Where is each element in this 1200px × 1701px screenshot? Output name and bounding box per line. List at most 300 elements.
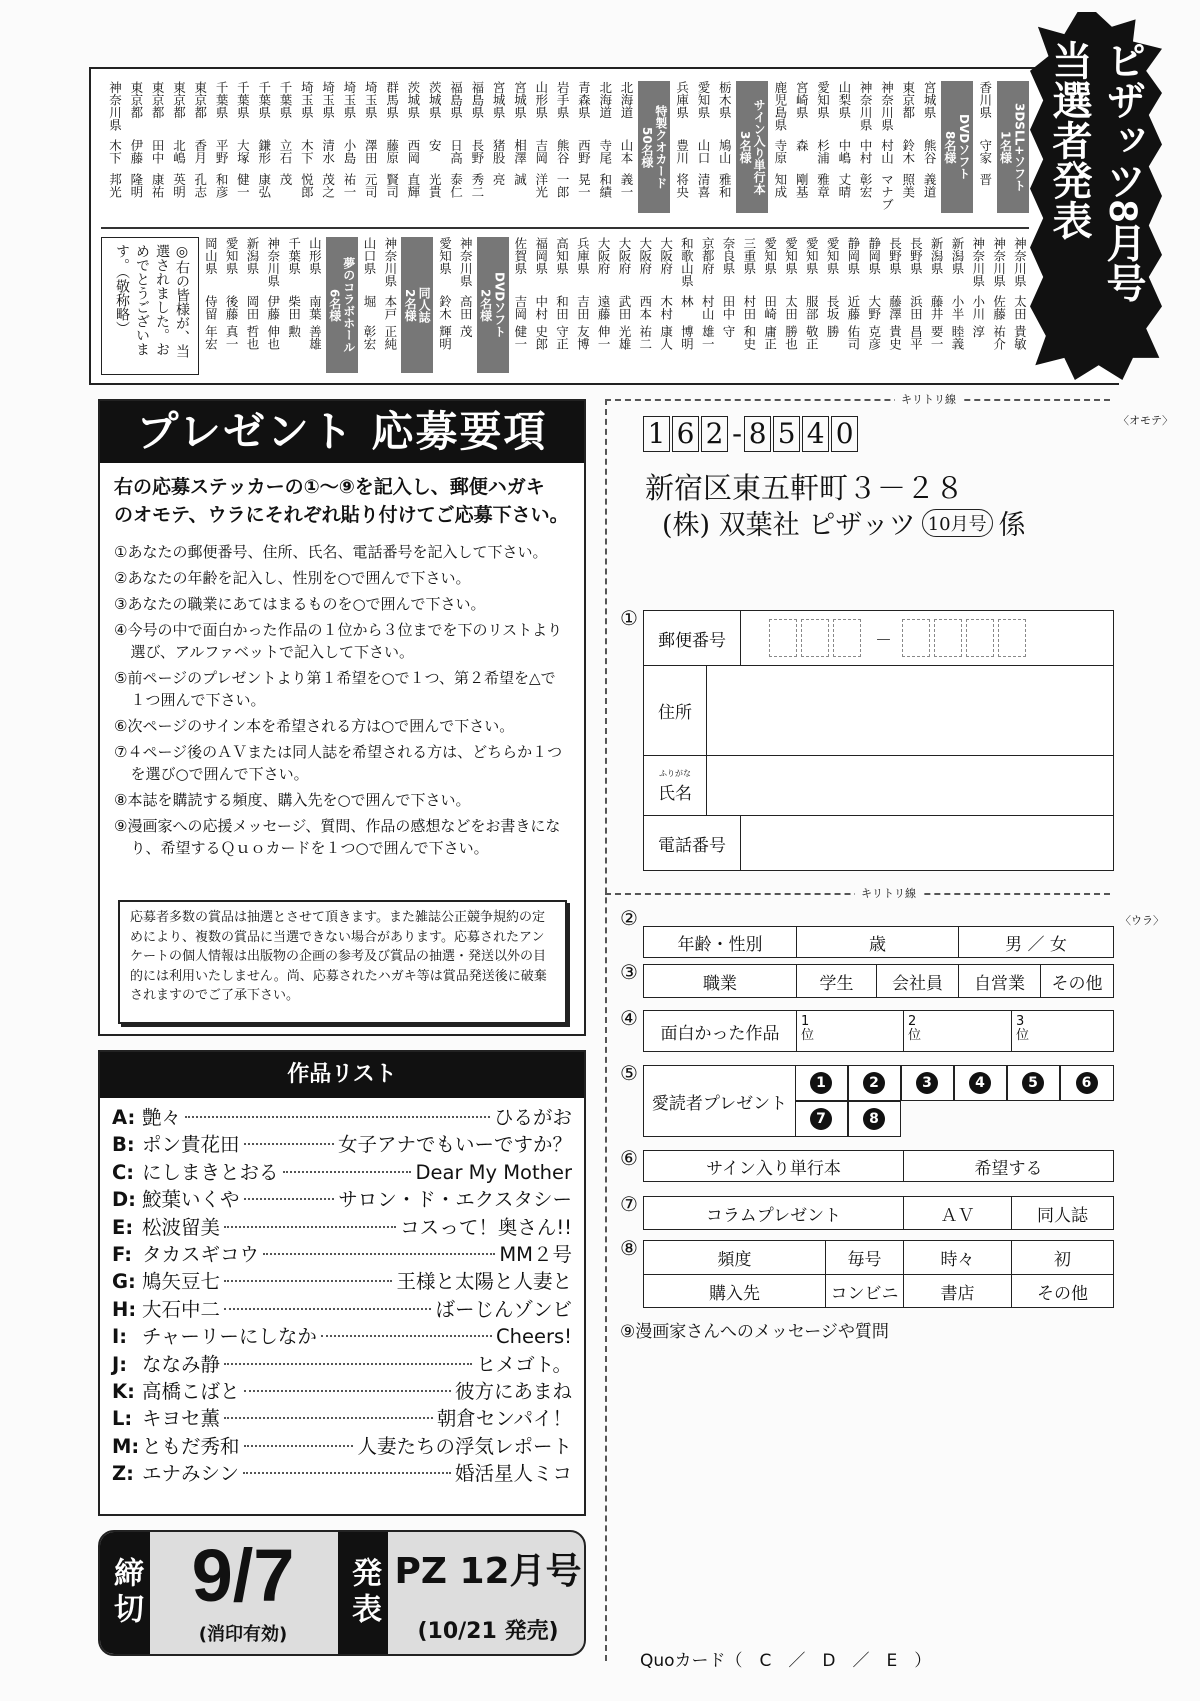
- winner-surname: 清水: [320, 139, 336, 164]
- address-suffix: 係: [998, 510, 1026, 541]
- present-option[interactable]: [1007, 1065, 1060, 1101]
- dot-leader: [224, 1308, 431, 1310]
- winner-prefecture: 千葉県: [235, 81, 251, 119]
- column-option-doujinshi[interactable]: 同人誌: [1037, 1205, 1088, 1226]
- winner-surname: 相澤: [512, 139, 528, 164]
- rules-lead-line: 右の応募ステッカーの①～⑨を記入し、郵便ハガキ: [114, 476, 545, 498]
- rules-header: プレゼント 応募要項: [100, 401, 584, 463]
- work-item: [112, 1460, 572, 1487]
- present-label: 愛読者プレゼント: [643, 1065, 796, 1137]
- rank-1-input[interactable]: 1 位: [797, 1011, 904, 1051]
- winner-given-name: 年宏: [203, 325, 219, 350]
- winner-entry: [456, 237, 475, 353]
- postal-digit: 8: [744, 416, 771, 452]
- present-option[interactable]: [901, 1065, 954, 1101]
- winner-entry: [446, 81, 465, 213]
- work-author: 鳩矢豆七: [142, 1270, 221, 1294]
- job-option[interactable]: その他: [1051, 973, 1103, 994]
- winner-given-name: 一郎: [555, 173, 571, 198]
- winners-panel: [89, 67, 1119, 385]
- winner-surname: 熊谷: [555, 139, 571, 164]
- winner-given-name: 睦義: [949, 325, 965, 350]
- winner-entry: [105, 81, 124, 213]
- winner-given-name: 正純: [382, 325, 398, 350]
- winner-surname: 太田: [783, 295, 799, 320]
- winners-title-line1: ピザッツ8月号: [1101, 40, 1145, 303]
- winner-given-name: 剛基: [794, 173, 810, 198]
- winner-prefecture: 神奈川県: [107, 81, 123, 131]
- present-option[interactable]: [954, 1065, 1007, 1101]
- winner-prefecture: 大阪府: [637, 237, 653, 275]
- winner-surname: 西岡: [405, 139, 421, 164]
- present-number-icon: 1: [810, 1072, 832, 1094]
- winner-entry: [222, 237, 241, 353]
- winner-surname: 本戸: [382, 295, 398, 320]
- winner-surname: 日高: [448, 139, 464, 164]
- sign-label: サイン入り単行本: [644, 1151, 904, 1181]
- prize-label: 夢のコラボホール 6名様: [326, 237, 358, 373]
- postal-code: [643, 416, 860, 452]
- winner-prefecture: 新潟県: [244, 237, 260, 275]
- winner-prefecture: 高知県: [554, 237, 570, 275]
- winner-given-name: 清喜: [695, 173, 711, 198]
- winner-prefecture: 三重県: [741, 237, 757, 275]
- work-title: 婚活星人ミコ: [454, 1462, 572, 1486]
- winner-prefecture: 埼玉県: [341, 81, 357, 119]
- winner-prefecture: 兵庫県: [674, 81, 690, 119]
- winner-entry: [574, 81, 593, 213]
- address-company: (株) 双葉社 ピザッツ: [662, 510, 916, 541]
- work-title: サロン・ド・エクスタシー: [338, 1188, 572, 1212]
- winner-surname: 藤澤: [887, 295, 903, 320]
- prize-label: 3DSLL+ソフト 1名様: [997, 81, 1029, 213]
- winner-surname: 豊川: [674, 139, 690, 164]
- winner-entry: [573, 237, 592, 353]
- winner-entry: [382, 81, 401, 213]
- winner-surname: 村山: [879, 139, 895, 164]
- winner-given-name: 康祐: [150, 173, 166, 198]
- address-input[interactable]: [707, 666, 1113, 755]
- winner-given-name: 直輝: [405, 173, 421, 198]
- winner-prefecture: 福岡県: [533, 237, 549, 275]
- winner-given-name: 康弘: [256, 173, 272, 198]
- job-option[interactable]: 自営業: [959, 965, 1041, 997]
- winner-surname: 西本: [637, 295, 653, 320]
- winner-entry: [489, 81, 508, 213]
- winner-prefecture: 静岡県: [866, 237, 882, 275]
- winner-prefecture: 北海道: [597, 81, 613, 119]
- winner-prefecture: 福島県: [448, 81, 464, 119]
- rule-item: ①あなたの郵便番号、住所、氏名、電話番号を記入して下さい。: [114, 543, 548, 561]
- winner-surname: 服部: [804, 295, 820, 320]
- winner-given-name: 彰宏: [858, 173, 874, 198]
- present-option[interactable]: [848, 1065, 901, 1101]
- winner-prefecture: 千葉県: [278, 81, 293, 119]
- favorite-row: [643, 1010, 1114, 1052]
- work-author: 高橋こばと: [142, 1380, 240, 1404]
- work-letter: B:: [112, 1133, 135, 1157]
- freq-label: 頻度: [644, 1241, 826, 1274]
- winner-given-name: 健一: [512, 325, 528, 350]
- winner-given-name: 隆明: [128, 173, 144, 198]
- work-author: エナみシン: [142, 1462, 240, 1486]
- winner-surname: 高田: [458, 295, 474, 320]
- winner-surname: 大野: [866, 295, 882, 320]
- issue-badge: 10月号: [922, 509, 993, 537]
- winner-surname: 田中: [150, 139, 166, 164]
- age-unit: 歳: [869, 934, 886, 955]
- winner-entry: [856, 81, 875, 213]
- winner-entry: [843, 237, 862, 353]
- postal-digit: 5: [773, 416, 800, 452]
- dot-leader: [263, 1253, 495, 1255]
- rule-item: ⑥次ページのサイン本を希望される方は○で囲んで下さい。: [114, 717, 515, 735]
- work-item: [112, 1241, 572, 1268]
- winner-surname: 岡田: [244, 295, 260, 320]
- winner-prefecture: 千葉県: [214, 81, 230, 119]
- winner-prefecture: 山口県: [362, 237, 377, 275]
- work-item: [112, 1104, 572, 1131]
- winner-prefecture: 佐賀県: [512, 237, 528, 275]
- work-letter: C:: [112, 1160, 135, 1184]
- winner-given-name: 彰宏: [362, 325, 377, 350]
- winner-entry: [760, 237, 779, 353]
- work-item: [112, 1268, 572, 1295]
- winner-entry: [510, 81, 529, 213]
- winner-entry: [770, 81, 789, 213]
- rank-3-input[interactable]: 3 位: [1016, 1014, 1030, 1043]
- winner-surname: 寺原: [772, 139, 788, 164]
- winner-surname: 猪股: [491, 139, 507, 164]
- winner-entry: [263, 237, 282, 353]
- work-letter: K:: [112, 1380, 135, 1404]
- rank-2-input[interactable]: 2 位: [904, 1011, 1012, 1051]
- winner-entry: [781, 237, 800, 353]
- job-label: 職業: [644, 965, 797, 997]
- winner-surname: 中村: [858, 139, 874, 164]
- job-option[interactable]: 会社員: [877, 965, 959, 997]
- winner-given-name: 要一: [929, 325, 945, 350]
- present-option[interactable]: [795, 1065, 848, 1101]
- winner-given-name: 茂: [278, 173, 293, 186]
- work-letter: H:: [112, 1297, 137, 1321]
- work-item: [112, 1131, 572, 1158]
- work-title: 女子アナでもいーですか？: [337, 1133, 572, 1157]
- postal-digit: 0: [831, 416, 858, 452]
- notice-box: 応募者多数の賞品は抽選とさせて頂きます。また雑誌公正競争規約の定めにより、複数の賞品に当選できない場合があります。応募されたアンケートの個人情報は出版物の企画の参考及び賞品の抽選・発送以外の目的には利用いたしません。尚、応募されたハガキ等は賞品発送後に破棄されますのでご了承下さい。: [118, 900, 567, 1024]
- works-list-panel: [98, 1050, 586, 1516]
- winner-prefecture: 茨城県: [405, 81, 421, 119]
- prize-label: DVDソフト 8名様: [941, 81, 973, 213]
- front-label: 〈オモテ〉: [1118, 414, 1173, 427]
- winner-entry: [360, 237, 379, 353]
- winner-entry: [989, 237, 1008, 353]
- postal-input[interactable]: [741, 611, 1113, 665]
- work-author: タカスギコウ: [142, 1243, 260, 1267]
- dot-leader: [185, 1116, 490, 1118]
- winner-surname: 後藤: [224, 295, 240, 320]
- winner-given-name: 晋: [977, 173, 993, 186]
- winner-given-name: 晃一: [576, 173, 592, 198]
- work-item: [112, 1323, 572, 1350]
- present-option[interactable]: [795, 1101, 848, 1137]
- winner-prefecture: 茨城県: [427, 81, 443, 119]
- job-option[interactable]: 学生: [797, 965, 877, 997]
- sign-row: [643, 1150, 1114, 1182]
- winner-given-name: 将央: [674, 173, 690, 198]
- winner-entry: [594, 237, 613, 353]
- winner-surname: 藤原: [384, 139, 400, 164]
- prize-label: サイン入り単行本 3名様: [736, 81, 768, 213]
- where-label: 購入先: [644, 1275, 826, 1307]
- winner-prefecture: 群馬県: [384, 81, 400, 119]
- winner-surname: 小島: [341, 139, 357, 164]
- winner-entry: [813, 81, 832, 213]
- postal-digit: 4: [802, 416, 829, 452]
- work-letter: L:: [112, 1407, 133, 1431]
- postal-digit: 6: [672, 416, 699, 452]
- present-number-icon: 3: [916, 1072, 938, 1094]
- where-option[interactable]: 書店: [904, 1275, 1012, 1307]
- dot-leader: [224, 1417, 433, 1419]
- winner-entry: [380, 237, 399, 353]
- freq-option[interactable]: 初: [1054, 1250, 1071, 1270]
- winner-given-name: 義一: [619, 173, 634, 198]
- winner-entry: [403, 81, 422, 213]
- winner-surname: 吉岡: [533, 139, 549, 164]
- deadline-date: 9/7: [191, 1534, 295, 1617]
- rule-item: ⑧本誌を購読する頻度、購入先を○で囲んで下さい。: [114, 791, 471, 809]
- winner-surname: 長坂: [825, 295, 841, 320]
- winner-entry: [201, 237, 220, 353]
- postal-dash: －: [875, 630, 892, 651]
- winner-given-name: 善雄: [307, 325, 323, 350]
- quo-card-choice[interactable]: Quoカード（ C ／ D ／ E ）: [640, 1651, 932, 1671]
- where-option[interactable]: コンビニ: [826, 1275, 904, 1307]
- winners-title: [1040, 40, 1152, 360]
- winner-surname: 田崎: [762, 295, 778, 320]
- cut-label: キリトリ線: [855, 885, 922, 901]
- winner-entry: [305, 237, 324, 353]
- sign-option[interactable]: 希望する: [974, 1158, 1043, 1179]
- winner-given-name: 秀二: [469, 173, 485, 198]
- winner-surname: 山口: [695, 139, 711, 164]
- cut-line-vertical: [605, 399, 607, 1661]
- winner-entry: [864, 237, 883, 353]
- winner-entry: [834, 81, 853, 213]
- winner-entry: [677, 237, 696, 353]
- winner-given-name: 孔志: [192, 173, 208, 198]
- winner-given-name: 丈晴: [836, 173, 852, 198]
- winner-prefecture: 大阪府: [596, 237, 612, 275]
- winner-surname: 村田: [741, 295, 757, 320]
- winner-surname: 立石: [278, 139, 293, 164]
- winner-surname: 近藤: [845, 295, 861, 320]
- winner-prefecture: 東京都: [900, 81, 916, 119]
- section-number: ⑥: [620, 1146, 638, 1170]
- winner-given-name: 輝明: [437, 325, 453, 350]
- winner-prefecture: 愛知県: [783, 237, 799, 275]
- winner-surname: 田中: [721, 295, 736, 320]
- winner-prefecture: 埼玉県: [320, 81, 336, 119]
- work-author: ななみ静: [142, 1352, 221, 1376]
- winner-given-name: 博明: [679, 325, 695, 350]
- work-author: ともだ秀和: [142, 1434, 240, 1458]
- where-option[interactable]: その他: [1037, 1283, 1088, 1304]
- winner-entry: [656, 237, 675, 353]
- winner-prefecture: 静岡県: [845, 237, 861, 275]
- winner-surname: 遠藤: [596, 295, 612, 320]
- contact-table: [643, 610, 1114, 871]
- work-letter: M:: [112, 1434, 140, 1458]
- winner-prefecture: 新潟県: [949, 237, 965, 275]
- winner-prefecture: 和歌山県: [679, 237, 695, 287]
- winner-surname: 北嶋: [171, 139, 187, 164]
- winner-given-name: 勝: [825, 325, 841, 338]
- message-label: ⑨漫画家さんへのメッセージや質問: [620, 1322, 889, 1342]
- winner-given-name: 友博: [575, 325, 591, 350]
- winner-surname: 大塚: [235, 139, 251, 164]
- winner-prefecture: 京都府: [700, 237, 716, 275]
- winner-given-name: 亮: [491, 173, 507, 186]
- winner-surname: 村山: [700, 295, 716, 320]
- winner-prefecture: 神奈川県: [382, 237, 398, 287]
- winner-surname: 小川: [970, 295, 986, 320]
- winner-entry: [435, 237, 454, 353]
- freq-option[interactable]: 毎号: [826, 1241, 904, 1274]
- dot-leader: [244, 1390, 451, 1392]
- winner-entry: [906, 237, 925, 353]
- winner-entry: [148, 81, 167, 213]
- present-number-icon: 2: [863, 1072, 885, 1094]
- work-title: ヒメゴト。: [476, 1352, 572, 1376]
- winner-prefecture: 新潟県: [929, 237, 945, 275]
- work-title: MM２号: [499, 1243, 572, 1267]
- freq-option[interactable]: 時々: [904, 1241, 1012, 1274]
- winner-given-name: 光雄: [616, 325, 632, 350]
- winner-given-name: 茂之: [320, 173, 336, 198]
- name-input[interactable]: [707, 756, 1113, 815]
- winner-surname: 熊谷: [922, 139, 938, 164]
- winner-prefecture: 神奈川県: [991, 237, 1007, 287]
- work-letter: G:: [112, 1270, 136, 1294]
- winner-entry: [126, 81, 145, 213]
- address-label: 住所: [644, 666, 707, 755]
- present-option[interactable]: [848, 1101, 901, 1137]
- winner-prefecture: 愛知県: [825, 237, 841, 275]
- winner-entry: [467, 81, 486, 213]
- work-letter: J:: [112, 1352, 128, 1376]
- winner-prefecture: 東京都: [171, 81, 187, 119]
- winner-surname: 和田: [554, 295, 570, 320]
- winner-prefecture: 愛知県: [815, 81, 831, 119]
- winner-entry: [947, 237, 966, 353]
- winner-given-name: 誠: [512, 173, 528, 186]
- present-option[interactable]: [1060, 1065, 1114, 1101]
- winner-prefecture: 愛知県: [437, 237, 453, 275]
- winner-given-name: 和史: [741, 325, 757, 350]
- winner-entry: [190, 81, 209, 213]
- winner-surname: 鳩山: [717, 139, 733, 164]
- rule-item: ⑨漫画家への応援メッセージ、質問、作品の感想などをお書きになり、希望するＱｕｏカードを１つ○で囲んで下さい。: [114, 817, 561, 857]
- work-letter: I:: [112, 1325, 128, 1349]
- phone-input[interactable]: [741, 816, 1113, 870]
- winner-given-name: 貴敏: [1012, 325, 1028, 350]
- winner-prefecture: 神奈川県: [970, 237, 986, 287]
- winner-surname: 木下: [299, 139, 315, 164]
- winner-prefecture: 神奈川県: [458, 237, 474, 287]
- winner-surname: 杉浦: [815, 139, 831, 164]
- present-number-icon: 7: [810, 1108, 832, 1130]
- rule-item: ⑦４ページ後のＡＶまたは同人誌を希望される方は、どちらか１つを選び○で囲んで下さい。: [114, 743, 563, 783]
- winner-prefecture: 青森県: [576, 81, 592, 119]
- column-option-av[interactable]: ＡＶ: [904, 1197, 1012, 1229]
- section-number: ⑧: [620, 1236, 638, 1260]
- work-author: 松波留美: [142, 1215, 221, 1239]
- prize-label: 同人誌 2名様: [401, 237, 433, 373]
- winner-surname: 武田: [616, 295, 632, 320]
- winner-entry: [614, 237, 633, 353]
- winner-given-name: 光貴: [427, 173, 443, 198]
- winner-entry: [885, 237, 904, 353]
- winner-entry: [968, 237, 987, 353]
- winner-entry: [531, 237, 550, 353]
- winner-surname: 小半: [949, 295, 965, 320]
- postal-digit: 1: [643, 416, 670, 452]
- work-author: 鮫葉いくや: [142, 1188, 240, 1212]
- phone-label: 電話番号: [644, 816, 741, 870]
- winner-entry: [284, 237, 303, 353]
- rule-item: ⑤前ページのプレゼントより第１希望を○で１つ、第２希望を△で１つ囲んで下さい。: [114, 669, 556, 709]
- dot-leader: [321, 1335, 492, 1337]
- winner-prefecture: 愛知県: [804, 237, 820, 275]
- winner-given-name: 祐介: [991, 325, 1007, 350]
- sex-choice[interactable]: 男 ／ 女: [1005, 934, 1067, 955]
- winner-entry: [339, 81, 358, 213]
- work-item: [112, 1214, 572, 1241]
- winner-given-name: 守: [721, 325, 736, 338]
- section-number: ④: [620, 1006, 638, 1030]
- winner-entry: [635, 237, 654, 353]
- winners-title-line2: 当選者発表: [1047, 40, 1091, 240]
- winner-surname: 柴田: [286, 295, 302, 320]
- address-line1: 新宿区東五軒町３－２８: [645, 471, 965, 505]
- rules-lead: [100, 463, 584, 529]
- winner-given-name: 和彦: [214, 173, 230, 198]
- winner-entry: [802, 237, 821, 353]
- winner-given-name: 茂: [458, 325, 474, 338]
- postal-digit: 2: [701, 416, 728, 452]
- work-item: [112, 1405, 572, 1432]
- column-label: コラムプレゼント: [644, 1197, 904, 1229]
- winner-given-name: 照美: [900, 173, 916, 198]
- age-input[interactable]: [797, 927, 959, 957]
- work-letter: E:: [112, 1215, 134, 1239]
- winner-prefecture: 宮城県: [512, 81, 528, 119]
- winner-prefecture: 埼玉県: [299, 81, 315, 119]
- present-number-icon: 6: [1076, 1072, 1098, 1094]
- winner-surname: 山本: [619, 139, 634, 164]
- winner-prefecture: 長野県: [908, 237, 924, 275]
- winners-row-2: [101, 227, 1029, 381]
- winner-surname: 木村: [658, 295, 674, 320]
- winner-prefecture: 北海道: [619, 81, 634, 119]
- work-author: 大石中二: [142, 1297, 221, 1321]
- name-label-text: 氏名: [658, 783, 692, 804]
- winner-given-name: 哲也: [244, 325, 260, 350]
- work-item: [112, 1378, 572, 1405]
- works-list: [100, 1098, 584, 1488]
